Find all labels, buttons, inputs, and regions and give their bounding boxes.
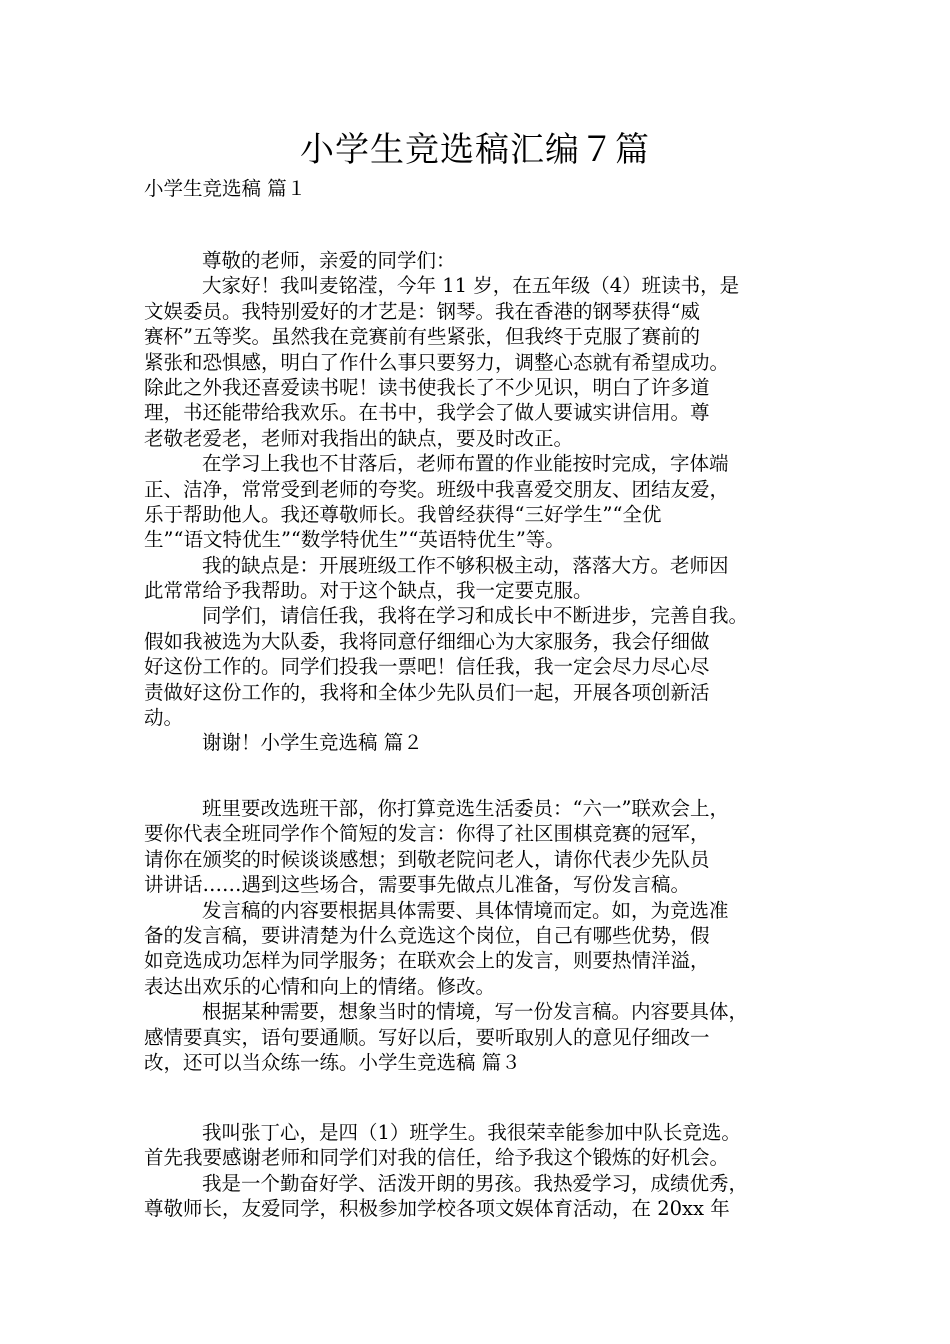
text-line: 责做好这份工作的，我将和全体少先队员们一起，开展各项创新活 [144,680,710,704]
text-line: 我叫张丁心，是四（1）班学生。我很荣幸能参加中队长竞选。 [202,1121,741,1144]
text-line: 此常常给予我帮助。对于这个缺点，我一定要克服。 [144,579,593,603]
text-line: 要你代表全班同学作个简短的发言：你得了社区围棋竞赛的冠军， [144,822,710,846]
text-line: 大家好！我叫麦铭滢，今年 11 岁，在五年级（4）班读书，是 [202,274,740,298]
text-line: 生”“语文特优生”“数学特优生”“英语特优生”等。 [144,528,565,552]
text-line: 动。 [144,706,184,730]
text-line: 感情要真实，语句要通顺。写好以后，要听取别人的意见仔细改一 [144,1025,710,1049]
text-line: 好这份工作的。同学们投我一票吧！信任我，我一定会尽力尽心尽 [144,655,710,679]
text-line: 根据某种需要，想象当时的情境，写一份发言稿。内容要具体， [202,1000,749,1024]
section-2-body [144,796,820,1075]
text-line: 改，还可以当众练一练。小学生竞选稿 篇３ [144,1050,521,1074]
text-line: 紧张和恐惧感，明白了作什么事只要努力，调整心态就有希望成功。 [144,350,730,374]
text-line: 我是一个勤奋好学、活泼开朗的男孩。我热爱学习，成绩优秀， [202,1171,749,1195]
text-line: 理，书还能带给我欢乐。在书中，我学会了做人要诚实讲信用。尊 [144,401,710,425]
text-line: 尊敬师长，友爱同学，积极参加学校各项文娱体育活动，在 20xx 年 [144,1197,730,1221]
text-line: 请你在颁奖的时候谈谈感想；到敬老院问老人，请你代表少先队员 [144,847,710,871]
text-line: 如竞选成功怎样为同学服务；在联欢会上的发言，则要热情洋溢， [144,949,710,973]
document-title: 小学生竞选稿汇编７篇 [300,130,650,170]
text-line: 班里要改选班干部，你打算竞选生活委员：“六一”联欢会上， [202,797,729,820]
section-heading-1: 小学生竞选稿 篇１ [144,177,307,200]
text-line: 表达出欢乐的心情和向上的情绪。修改。 [144,974,496,998]
section-3-body [144,1120,820,1222]
text-line: 讲讲话……遇到这些场合，需要事先做点儿准备，写份发言稿。 [144,873,691,897]
text-line: 赛杯”五等奖。虽然我在竞赛前有些紧张，但我终于克服了赛前的 [144,325,700,349]
text-line: 我的缺点是：开展班级工作不够积极主动，落落大方。老师因 [202,553,729,577]
text-line: 在学习上我也不甘落后，老师布置的作业能按时完成，字体端 [202,452,729,476]
text-line: 乐于帮助他人。我还尊敬师长。我曾经获得“三好学生”“全优 [144,502,662,526]
section-1-body [144,248,820,756]
text-line: 备的发言稿，要讲清楚为什么竞选这个岗位，自己有哪些优势，假 [144,923,710,947]
text-line: 除此之外我还喜爱读书呢！读书使我长了不少见识，明白了许多道 [144,375,710,399]
text-line: 首先我要感谢老师和同学们对我的信任，给予我这个锻炼的好机会。 [144,1146,730,1170]
text-line: 尊敬的老师，亲爱的同学们： [202,249,456,272]
text-line: 正、洁净，常常受到老师的夸奖。班级中我喜爱交朋友、团结友爱， [144,477,730,501]
text-line: 谢谢！小学生竞选稿 篇２ [202,731,423,755]
text-line: 假如我被选为大队委，我将同意仔细细心为大家服务，我会仔细做 [144,629,710,653]
text-line: 文娱委员。我特别爱好的才艺是：钢琴。我在香港的钢琴获得“威 [144,299,700,323]
text-line: 发言稿的内容要根据具体需要、具体情境而定。如，为竞选准 [202,898,729,922]
text-line: 同学们，请信任我，我将在学习和成长中不断进步，完善自我。 [202,604,749,628]
text-line: 老敬老爱老，老师对我指出的缺点，要及时改正。 [144,426,574,450]
